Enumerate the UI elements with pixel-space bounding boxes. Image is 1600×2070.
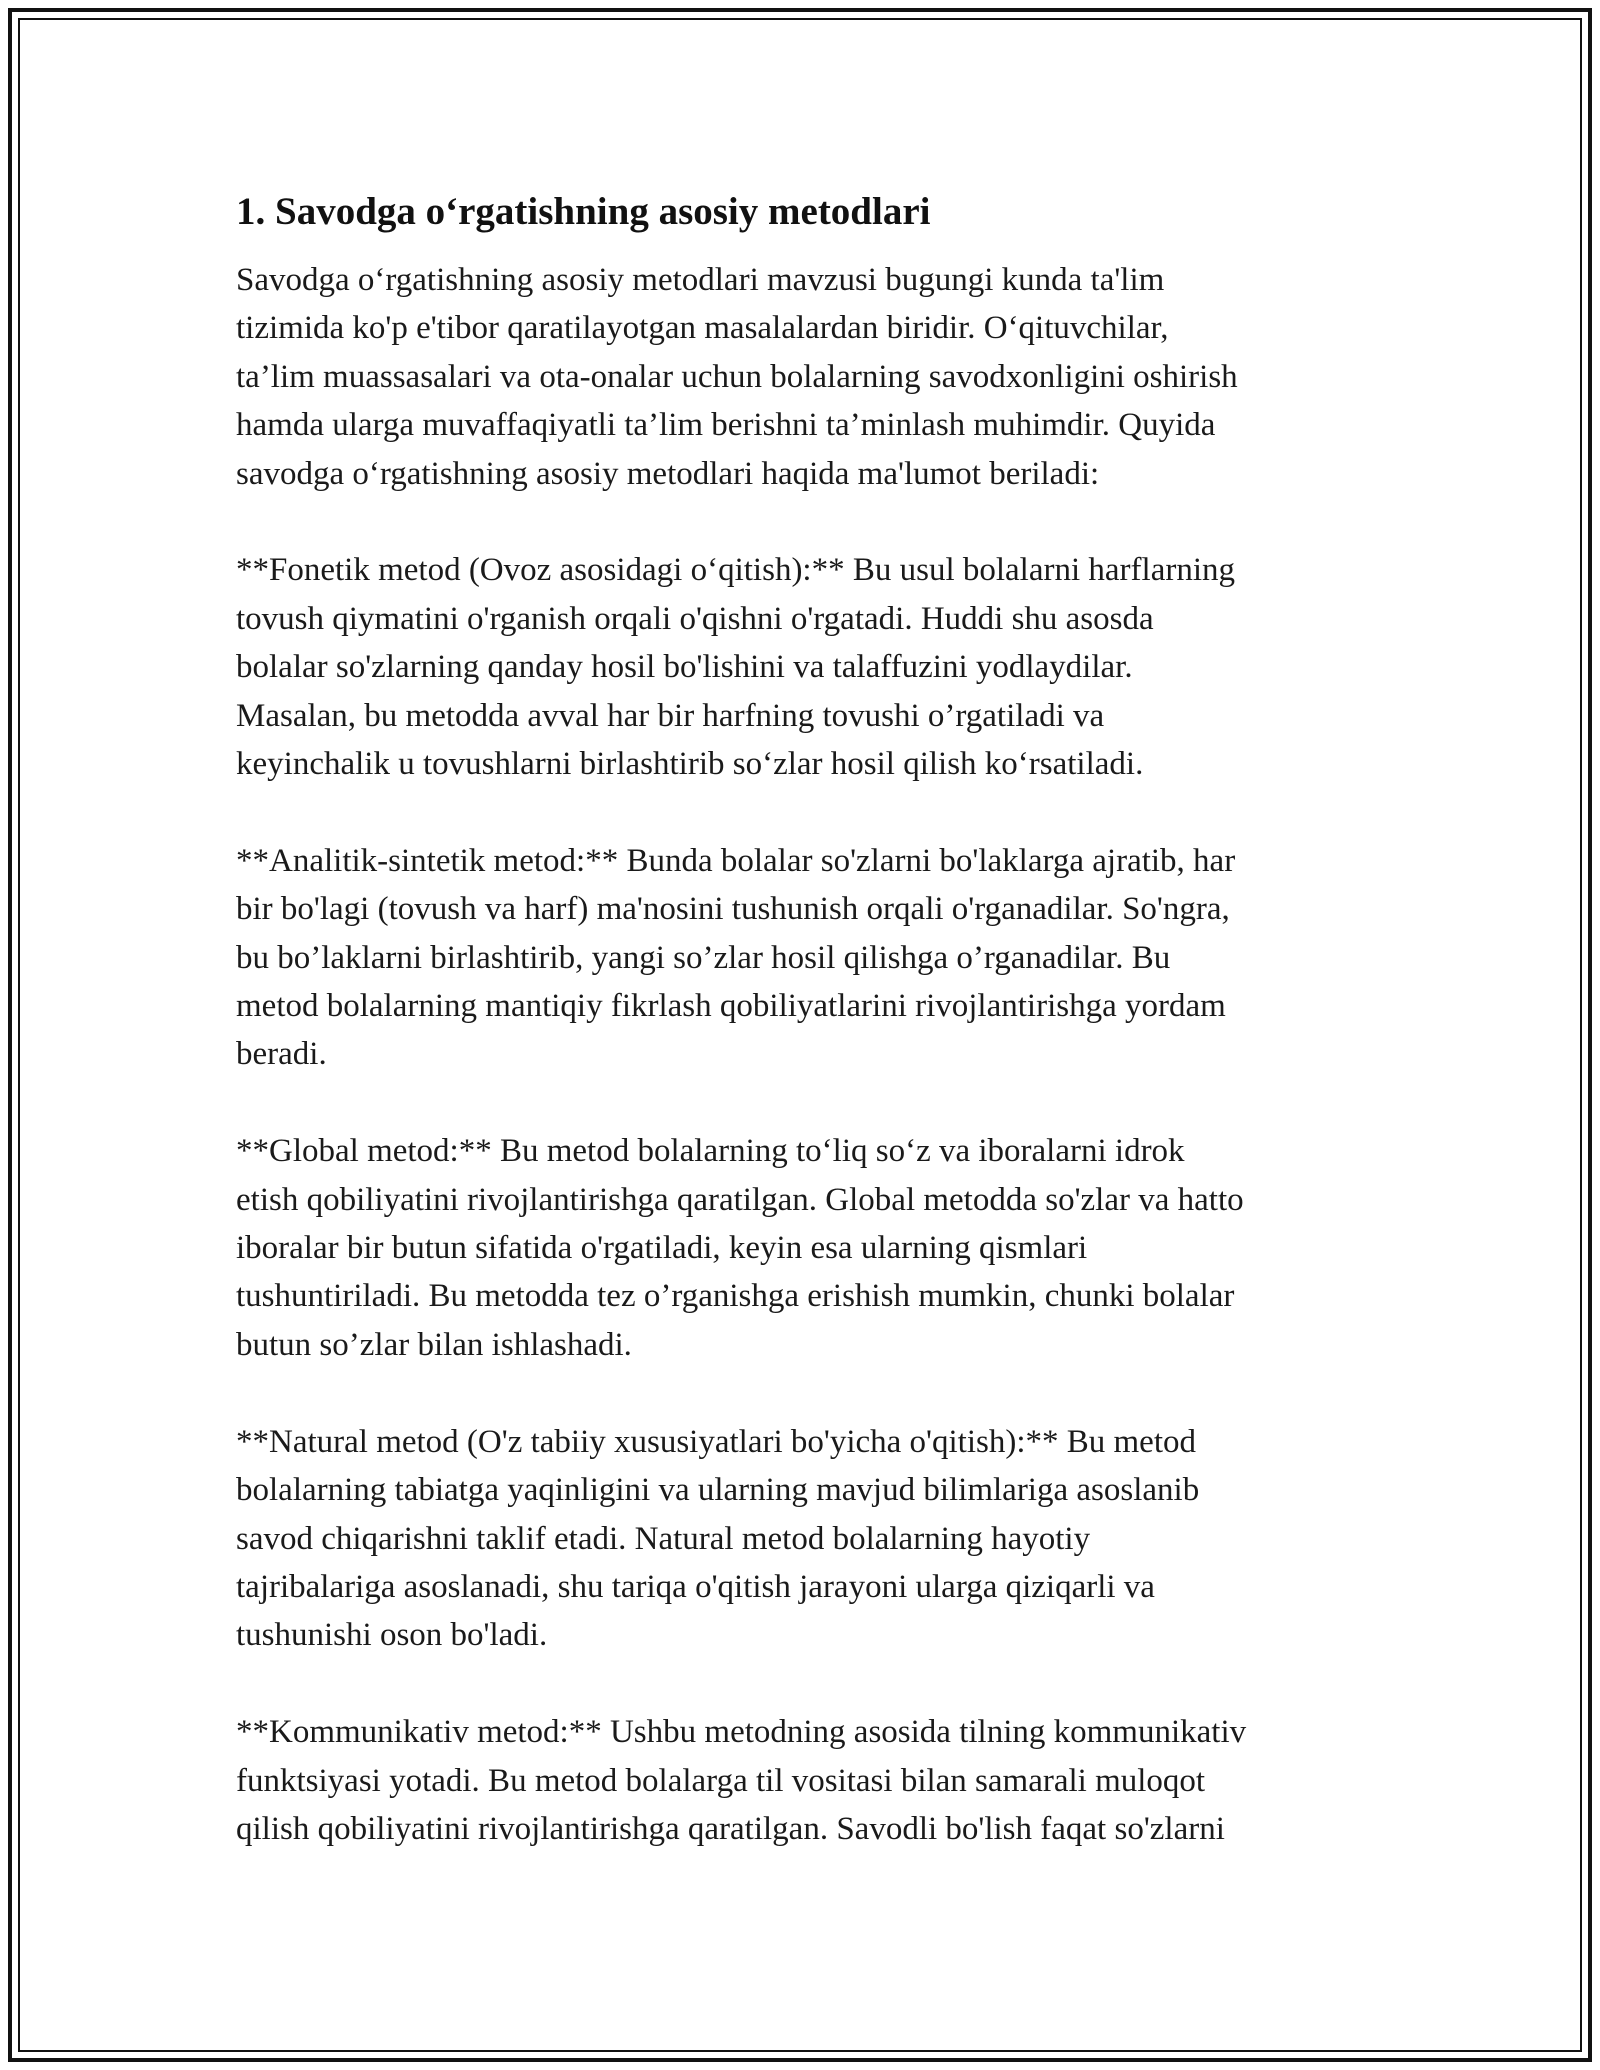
section-title: 1. Savodga o‘rgatishning asosiy metodlari (236, 190, 931, 233)
text-line: bolalarning tabiatga yaqinligini va ularning mavjud bilimlariga asoslanib (236, 1472, 1200, 1509)
paragraph-kommunikativ-metod (236, 1708, 1376, 1853)
text-line: **Fonetik metod (Ovoz asosidagi o‘qitish):** Bu usul bolalarni harflarning (236, 552, 1236, 589)
paragraph-intro (236, 256, 1376, 498)
text-line: butun so’zlar bilan ishlashadi. (236, 1326, 632, 1363)
text-line: bolalar so'zlarning qanday hosil bo'lishini va talaffuzini yodlaydilar. (236, 649, 1133, 686)
text-line: tajribalariga asoslanadi, shu tariqa o'qitish jarayoni ularga qiziqarli va (236, 1568, 1155, 1605)
text-line: iboralar bir butun sifatida o'rgatiladi, keyin esa ularning qismlari (236, 1230, 1088, 1267)
text-line: qilish qobiliyatini rivojlantirishga qaratilgan. Savodli bo'lish faqat so'zlarni (236, 1810, 1225, 1847)
text-line: Savodga o‘rgatishning asosiy metodlari mavzusi bugungi kunda ta'lim (236, 262, 1165, 298)
text-line: **Analitik-sintetik metod:** Bunda bolalar so'zlarni bo'laklarga ajratib, har (236, 842, 1236, 879)
paragraph-global-metod (236, 1127, 1376, 1369)
text-line: beradi. (236, 1036, 327, 1073)
text-line: funktsiyasi yotadi. Bu metod bolalarga til vositasi bilan samarali muloqot (236, 1762, 1206, 1799)
text-line: metod bolalarning mantiqiy fikrlash qobiliyatlarini rivojlantirishga yordam (236, 988, 1226, 1025)
text-line: tushunishi oson bo'ladi. (236, 1617, 548, 1654)
text-line: **Kommunikativ metod:** Ushbu metodning asosida tilning kommunikativ (236, 1714, 1247, 1751)
text-line: tovush qiymatini o'rganish orqali o'qishni o'rgatadi. Huddi shu asosda (236, 600, 1154, 637)
text-line: tushuntiriladi. Bu metodda tez o’rganishga erishish mumkin, chunki bolalar (236, 1278, 1235, 1315)
text-line: keyinchalik u tovushlarni birlashtirib so‘zlar hosil qilish ko‘rsatiladi. (236, 746, 1144, 783)
text-line: bu bo’laklarni birlashtirib, yangi so’zlar hosil qilishga o’rganadilar. Bu (236, 939, 1171, 976)
paragraph-natural-metod (236, 1418, 1376, 1660)
document-body (236, 186, 1376, 1902)
paragraph-fonetik-metod (236, 546, 1376, 788)
text-line: savodga o‘rgatishning asosiy metodlari haqida ma'lumot beriladi: (236, 455, 1100, 492)
paragraph-analitik-sintetik-metod (236, 837, 1376, 1079)
text-line: ta’lim muassasalari va ota-onalar uchun bolalarning savodxonligini oshirish (236, 358, 1238, 395)
text-line: Masalan, bu metodda avval har bir harfning tovushi o’rgatiladi va (236, 697, 1105, 734)
text-line: hamda ularga muvaffaqiyatli ta’lim berishni ta’minlash muhimdir. Quyida (236, 407, 1216, 444)
text-line: bir bo'lagi (tovush va harf) ma'nosini tushunish orqali o'rganadilar. So'ngra, (236, 891, 1230, 928)
text-line: tizimida ko'p e'tibor qaratilayotgan masalalardan biridir. O‘qituvchilar, (236, 310, 1169, 347)
text-line: **Global metod:** Bu metod bolalarning to‘liq so‘z va iboralarni idrok (236, 1133, 1185, 1170)
text-line: **Natural metod (O'z tabiiy xususiyatlari bo'yicha o'qitish):** Bu metod (236, 1423, 1196, 1460)
text-line: etish qobiliyatini rivojlantirishga qaratilgan. Global metodda so'zlar va hatto (236, 1181, 1244, 1218)
text-line: savod chiqarishni taklif etadi. Natural metod bolalarning hayotiy (236, 1520, 1091, 1557)
